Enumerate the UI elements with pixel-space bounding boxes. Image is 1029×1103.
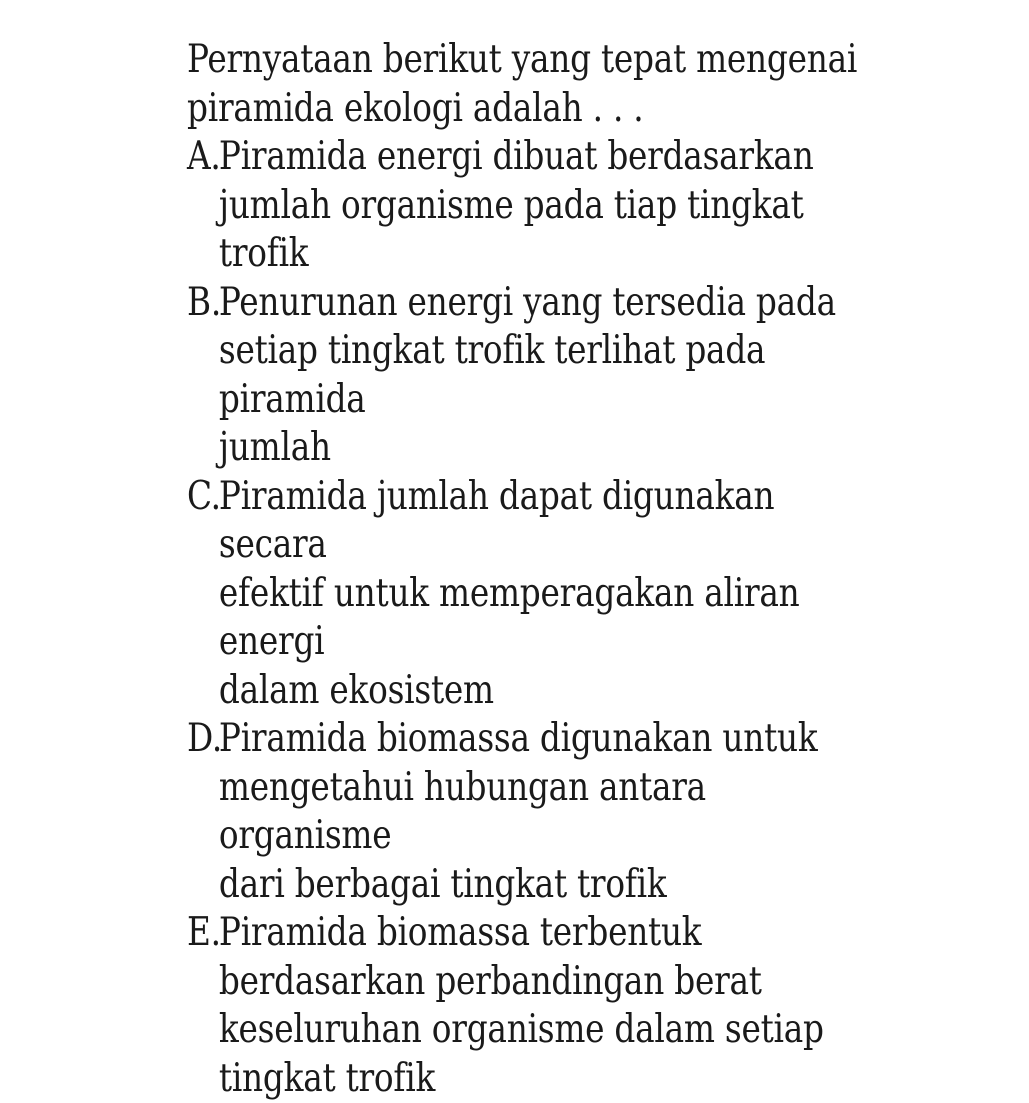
option-a[interactable] [187,133,859,279]
option-text: Piramida biomassa digunakan untuk mengetahui hubungan antara organisme dari berbagai tingkat trofik [218,716,818,907]
option-letter: E. [187,910,221,955]
answer-options [187,133,859,1103]
option-text: Piramida biomassa terbentuk berdasarkan perbandingan berat keseluruhan organisme dalam setiap tingkat trofik [218,910,824,1101]
option-letter: C. [187,473,221,519]
question-card [187,36,859,1103]
option-letter: B. [187,279,221,325]
option-c[interactable] [187,473,859,716]
question-text: Pernyataan berikut yang tepat mengenai piramida ekologi adalah . . . [187,37,858,131]
option-letter: D. [187,716,223,761]
option-e[interactable] [187,909,859,1103]
option-d[interactable] [187,715,859,909]
option-text: Piramida jumlah dapat digunakan secara efektif untuk memperagakan aliran energi dalam ekosistem [218,473,800,713]
option-letter: A. [187,134,221,179]
option-b[interactable] [187,279,859,473]
option-text: Piramida energi dibuat berdasarkan jumlah organisme pada tiap tingkat trofik [218,134,814,276]
option-text: Penurunan energi yang tersedia pada setiap tingkat trofik terlihat pada piramida jumlah [218,279,836,470]
